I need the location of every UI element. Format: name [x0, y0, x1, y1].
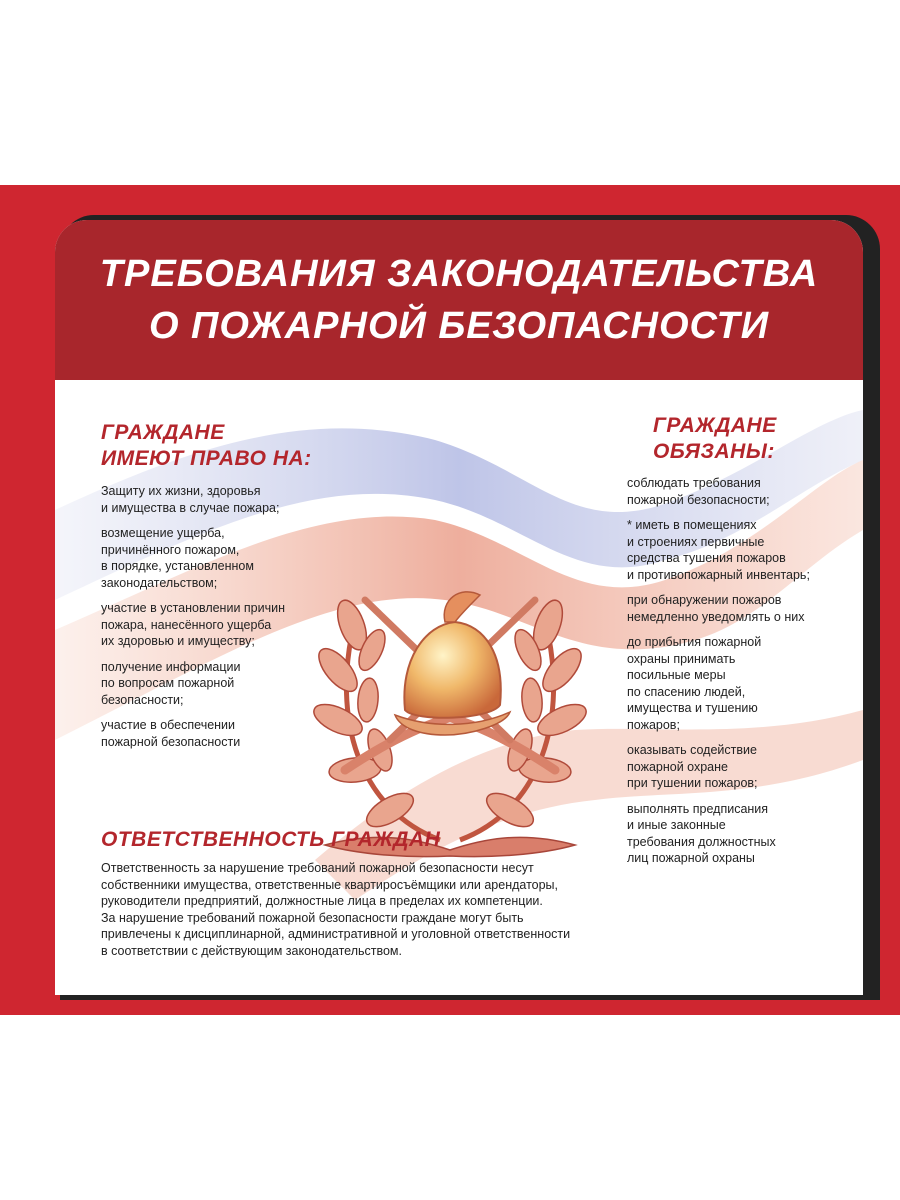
duties-item: оказывать содействие пожарной охране при тушении пожаров;	[627, 743, 758, 790]
title-line-2: О ПОЖАРНОЙ БЕЗОПАСНОСТИ	[148, 305, 770, 347]
rights-item: получение информации по вопросам пожарной безопасности;	[101, 659, 241, 707]
rights-heading-line-2: ИМЕЮТ ПРАВО НА:	[101, 447, 312, 470]
rights-list	[101, 483, 341, 759]
poster-panel	[55, 220, 863, 995]
duties-heading-line-1: ГРАЖДАНЕ	[653, 414, 777, 437]
title-banner	[55, 220, 863, 380]
duties-heading	[653, 413, 777, 465]
duties-item: при обнаружении пожаров немедленно уведомлять о них	[627, 593, 805, 624]
duties-item: * иметь в помещениях и строениях первичные средства тушения пожаров и противопожарный инвентарь;	[627, 518, 810, 582]
responsibility-heading: ОТВЕТСТВЕННОСТЬ ГРАЖДАН	[101, 828, 441, 851]
rights-heading	[101, 420, 312, 472]
rights-item: участие в установлении причин пожара, нанесённого ущерба их здоровью и имуществу;	[101, 601, 286, 648]
duties-list	[627, 475, 847, 876]
responsibility-text: Ответственность за нарушение требований пожарной безопасности несут собственники имущества, ответственные квартиросъёмщики или арендаторы, руководители предприятий, должностные лица в пределах их компетенции. За нарушение требований пожарной безопасности граждане могут быть привлечены к дисциплинарной, административной и уголовной ответственности в соответствии с действующим законодательством.	[101, 861, 571, 958]
duties-item: соблюдать требования пожарной безопасности;	[627, 476, 770, 507]
title-line-1: ТРЕБОВАНИЯ ЗАКОНОДАТЕЛЬСТВА	[99, 253, 819, 295]
rights-item: возмещение ущерба, причинённого пожаром, в порядке, установленном законодательством;	[101, 526, 254, 590]
duties-item: выполнять предписания и иные законные требования должностных лиц пожарной охраны	[627, 801, 776, 865]
duties-heading-line-2: ОБЯЗАНЫ:	[653, 440, 775, 463]
rights-item: участие в обеспечении пожарной безопасности	[101, 718, 241, 749]
rights-item: Защиту их жизни, здоровья и имущества в случае пожара;	[101, 484, 280, 515]
duties-item: до прибытия пожарной охраны принимать посильные меры по спасению людей, имущества и тушению пожаров;	[627, 635, 762, 732]
rights-heading-line-1: ГРАЖДАНЕ	[101, 421, 225, 444]
